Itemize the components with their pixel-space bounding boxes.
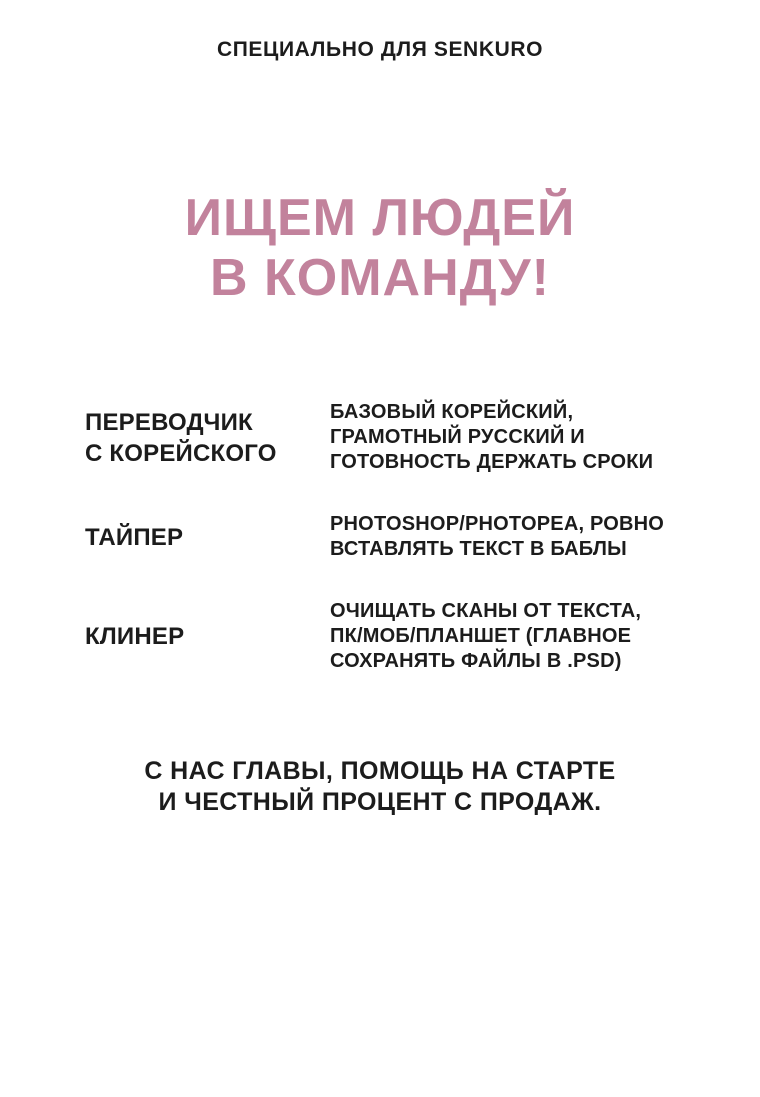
role-name-line: С КОРЕЙСКОГО bbox=[85, 439, 277, 467]
requirement-line: ПК/МОБ/ПЛАНШЕТ (ГЛАВНОЕ bbox=[330, 625, 632, 647]
role-name-line: КЛИНЕР bbox=[85, 623, 185, 650]
role-row-cleaner bbox=[85, 599, 760, 674]
page-title bbox=[0, 188, 760, 308]
role-row-typesetter bbox=[85, 512, 760, 562]
role-requirements-translator bbox=[330, 400, 710, 475]
role-name-line: ТАЙПЕР bbox=[85, 523, 184, 551]
footer-line-2: И ЧЕСТНЫЙ ПРОЦЕНТ С ПРОДАЖ. bbox=[158, 788, 602, 816]
requirement-line: БАЗОВЫЙ КОРЕЙСКИЙ, bbox=[330, 401, 574, 423]
requirement-line: ГОТОВНОСТЬ ДЕРЖАТЬ СРОКИ bbox=[330, 451, 654, 473]
requirement-line: PHOTOSHOP/PHOTOPEA, РОВНО bbox=[330, 513, 665, 535]
requirement-line: ГРАМОТНЫЙ РУССКИЙ И bbox=[330, 426, 585, 448]
role-requirements-cleaner bbox=[330, 599, 710, 674]
title-line-1: ИЩЕМ ЛЮДЕЙ bbox=[184, 189, 576, 247]
role-name-typesetter bbox=[85, 522, 330, 553]
requirement-line: ВСТАВЛЯТЬ ТЕКСТ В БАБЛЫ bbox=[330, 538, 627, 560]
title-line-2: В КОМАНДУ! bbox=[210, 249, 550, 307]
roles-list bbox=[0, 400, 760, 674]
role-name-line: ПЕРЕВОДЧИК bbox=[85, 408, 253, 436]
role-name-translator bbox=[85, 407, 330, 469]
header-note: СПЕЦИАЛЬНО ДЛЯ SENKURO bbox=[216, 38, 544, 61]
requirement-line: СОХРАНЯТЬ ФАЙЛЫ В .PSD) bbox=[330, 650, 622, 672]
role-row-translator bbox=[85, 400, 760, 475]
role-name-cleaner bbox=[85, 621, 330, 652]
footer-line-1: С НАС ГЛАВЫ, ПОМОЩЬ НА СТАРТЕ bbox=[144, 757, 616, 785]
footer-note bbox=[0, 756, 760, 818]
role-requirements-typesetter bbox=[330, 512, 710, 562]
requirement-line: ОЧИЩАТЬ СКАНЫ ОТ ТЕКСТА, bbox=[330, 600, 642, 622]
